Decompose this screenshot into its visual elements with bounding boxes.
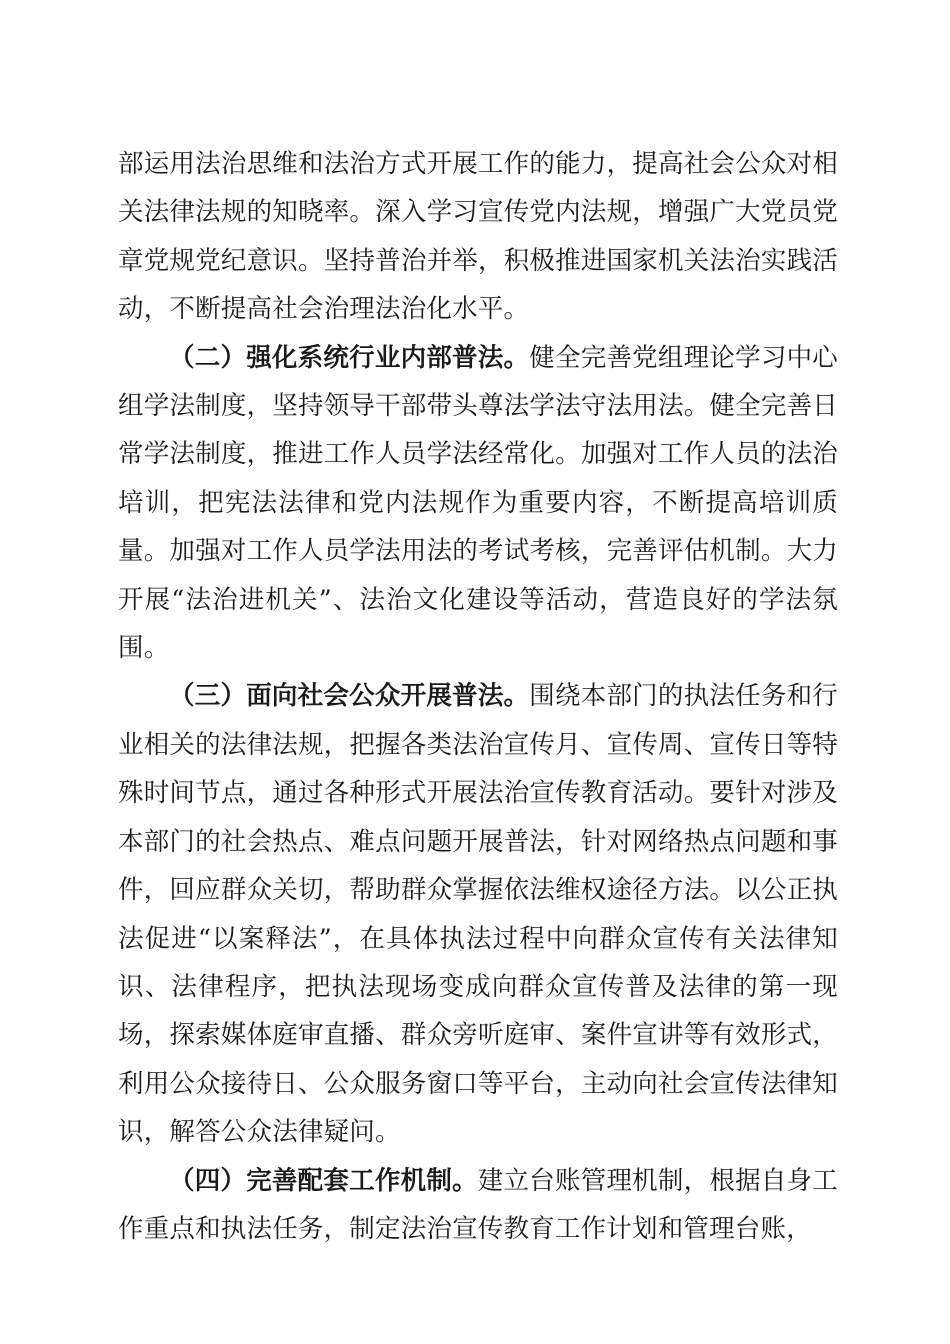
paragraph-3-text: 围绕本部门的执法任务和行业相关的法律法规，把握各类法治宣传月、宣传周、宣传日等特殊时间节点，通过各种形式开展法治宣传教育活动。要针对涉及本部门的社会热点、难点问题开展普法，针对网络热点问题和事件，回应群众关切，帮助群众掌握依法维权途径方法。以公正执法促进“以案释法”，在具体执法过程中向群众宣传有关法律知识、法律程序，把执法现场变成向群众宣传普及法律的第一现场，探索媒体庭审直播、群众旁听庭审、案件宣讲等有效形式，利用公众接待日、公众服务窗口等平台，主动向社会宣传法律知识，解答公众法律疑问。	[118, 681, 838, 1148]
paragraph-work-mechanism	[118, 1157, 838, 1254]
paragraph-public-law-education	[118, 672, 838, 1156]
paragraph-internal-law-education	[118, 334, 838, 673]
paragraph-4-text: 建立台账管理机制，根据自身工作重点和执法任务，制定法治宣传教育工作计划和管理台账，	[118, 1165, 838, 1244]
paragraph-continuation	[118, 140, 838, 334]
paragraph-2-text: 健全完善党组理论学习中心组学法制度，坚持领导干部带头尊法学法守法用法。健全完善日常学法制度，推进工作人员学法经常化。加强对工作人员的法治培训，把宪法法律和党内法规作为重要内容，不断提高培训质量。加强对工作人员学法用法的考试考核，完善评估机制。大力开展“法治进机关”、法治文化建设等活动，营造良好的学法氛围。	[118, 342, 838, 664]
paragraph-4-heading: （四）完善配套工作机制。	[169, 1165, 478, 1196]
paragraph-3-heading: （三）面向社会公众开展普法。	[169, 681, 530, 712]
document-body	[118, 140, 838, 1253]
paragraph-1-text: 部运用法治思维和法治方式开展工作的能力，提高社会公众对相关法律法规的知晓率。深入学习宣传党内法规，增强广大党员党章党规党纪意识。坚持普治并举，积极推进国家机关法治实践活动，不断提高社会治理法治化水平。	[118, 149, 838, 325]
paragraph-2-heading: （二）强化系统行业内部普法。	[169, 342, 530, 373]
